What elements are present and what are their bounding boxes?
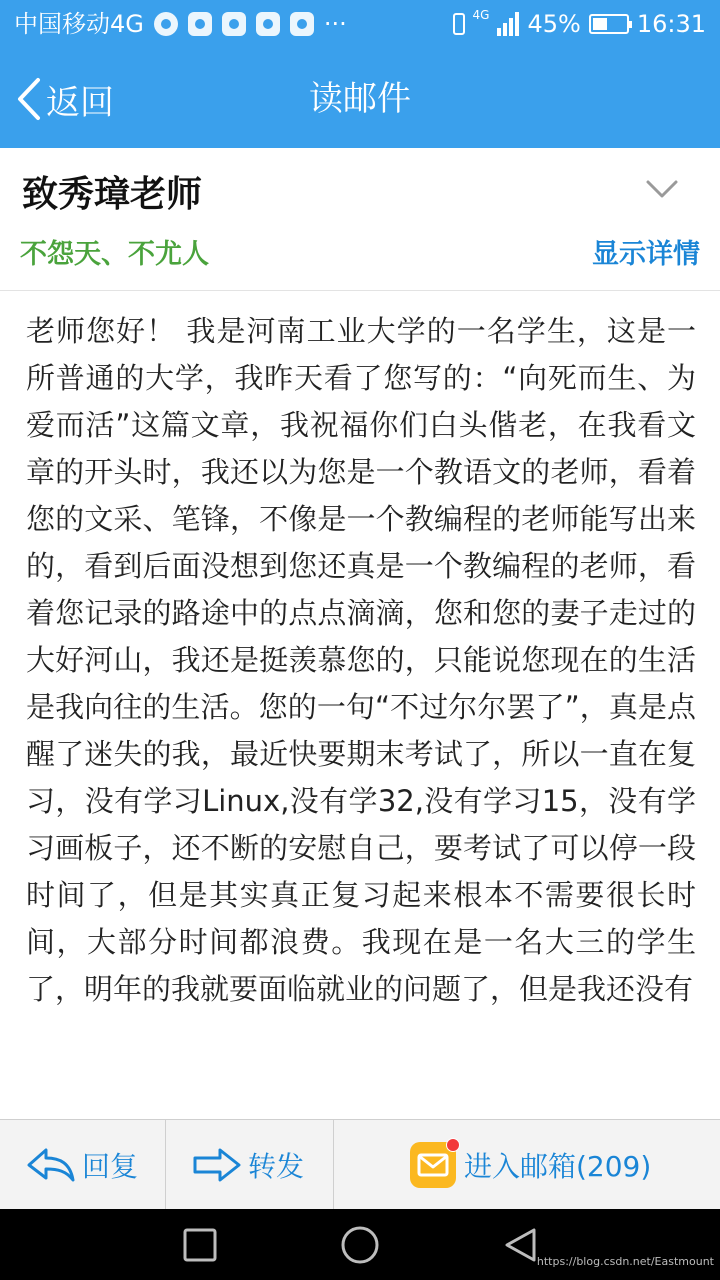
back-button-label: 返回: [46, 82, 114, 123]
network-type: 4G: [472, 8, 490, 22]
mailbox-icon: [410, 1142, 456, 1188]
recent-apps-button[interactable]: [160, 1209, 240, 1280]
notification-dot: [446, 1138, 460, 1152]
more-notifications-icon: ···: [323, 10, 347, 38]
sender-name: 致秀璋老师: [22, 174, 203, 215]
clock: 16:31: [636, 10, 706, 38]
home-button[interactable]: [320, 1209, 400, 1280]
email-body-text: 老师您好！ 我是河南工业大学的一名学生，这是一所普通的大学，我昨天看了您写的：“向死而生、为爱而活”这篇文章，我祝福你们白头偕老，在我看文章的开头时，我还以为您是一个教语文的老师，看着您的文采、笔锋，不像是一个教编程的老师能写出来的，看到后面没想到您还真是一个教编程的老师，看着您记录的路途中的点点滴滴，您和您的妻子走过的大好河山，我还是挺羡慕您的，只能说您现在的生活是我向往的生活。您的一句“不过尔尔罢了”，真是点醒了迷失的我，最近快要期末考试了，所以一直在复习，没有学习Linux,没有学32,没有学习15，没有学习画板子，还不断的安慰自己，要考试了可以停一段时间了，但是其实真正复习起来根本不需要很长时间，大部分时间都浪费。我现在是一名大三的学生了，明年的我就要面临就业的问题了，但是我还没有: [26, 314, 696, 1006]
triangle-back-icon: [502, 1227, 538, 1263]
signal-icon: [497, 12, 519, 36]
map-notification-icon: [290, 12, 314, 36]
email-subject: 不怨天、不尤人: [20, 239, 209, 270]
reply-label: 回复: [82, 1150, 139, 1183]
forward-arrow-icon: [192, 1147, 242, 1183]
status-right: [453, 9, 706, 39]
email-header: [0, 148, 720, 291]
square-icon: [182, 1227, 218, 1263]
forward-button[interactable]: [192, 1120, 304, 1210]
vibrate-icon: [453, 13, 465, 35]
circle-icon: [340, 1225, 380, 1265]
carrier-name: 中国移动4G: [14, 10, 144, 38]
battery-icon: [589, 14, 629, 34]
enter-inbox-button[interactable]: [410, 1120, 651, 1210]
location-notification-icon: [222, 12, 246, 36]
status-left: [14, 9, 347, 39]
show-details-link[interactable]: 显示详情: [592, 239, 700, 270]
system-nav-bar: [0, 1209, 720, 1280]
uc-browser-notification-icon: [188, 12, 212, 36]
nav-bar: [0, 50, 720, 148]
chevron-down-icon[interactable]: [640, 168, 684, 212]
watermark: https://blog.csdn.net/Eastmount: [536, 1255, 714, 1268]
subway-notification-icon: [256, 12, 280, 36]
bottom-toolbar: [0, 1119, 720, 1210]
status-bar: [0, 0, 720, 50]
toolbar-divider: [333, 1120, 334, 1210]
reply-icon: [26, 1147, 76, 1183]
system-back-button[interactable]: [480, 1209, 560, 1280]
enter-inbox-label: 进入邮箱(209): [464, 1150, 652, 1183]
page-title: 读邮件: [309, 79, 411, 119]
qq-notification-icon: [154, 12, 178, 36]
email-body: [26, 308, 696, 1118]
forward-label: 转发: [248, 1150, 305, 1183]
reply-button[interactable]: [26, 1120, 138, 1210]
battery-percent: 45%: [527, 10, 581, 38]
toolbar-divider: [165, 1120, 166, 1210]
